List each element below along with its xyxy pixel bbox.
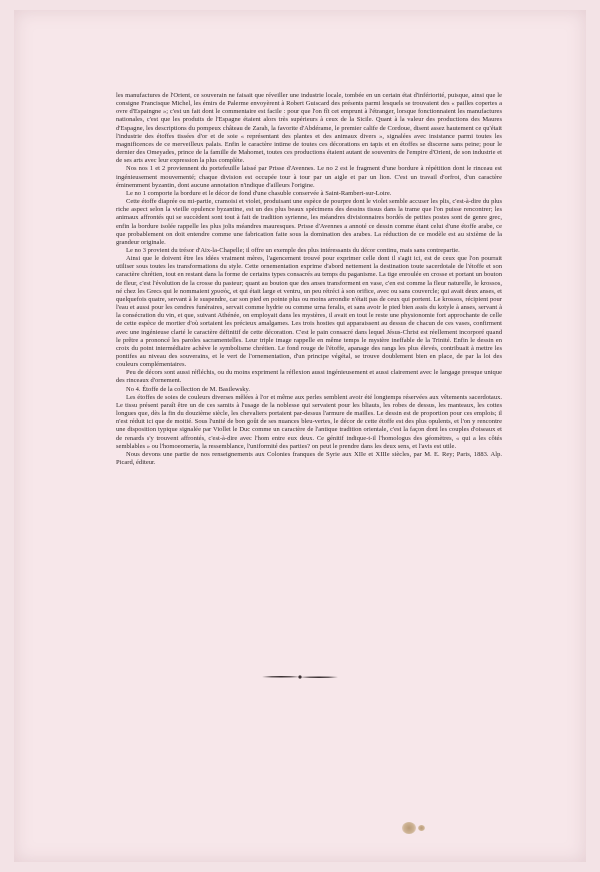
paragraph-6: Ainsi que le doivent être les idées vraiment mères, l'agencement trouvé pour exprimer celle dont il s'agit ici, est de ceux que l'on pourrait utiliser sous toutes les transformations du style. Cette ornementation exprime d'abord nettement la destination toute sacerdotale de l'étoffe et son caractère chrétien, tout en restant dans la forme de certains types consacrés au temps du paganisme. La tige enroulée en crosse et portant un bouton de fleur, c'est l'évolution de la crosse du pasteur; quant au bouton que des anses transforment en vase, c'en est comme la fleur naturelle, le krossos, né chez les Grecs qui le nommaient χρυσός, et qui était large et ventru, un peu rétréci à son orifice, avec ou sans couvercle; qui avait deux anses, et quelquefois quatre, servant à le suspendre, car son pied en pointe plus ou moins arrondie n'était pas de ceux qui portent. Le krossos, récipient pour l'eau et aussi pour les cendres funéraires, servait comme hydrie ou comme urna feralis, et sans avoir le pied bien assis du kotyle à anses, servant à la consécration du vin, et que, suivant Athénée, on employait dans les mystères, il avait en tout le reste une physionomie fort approchante de celle de cette espèce de mortier d'où sortaient les précieux amalgames. Les trois hosties qui apparaissent au dessus de chacun de ces vases, confirment avec une ingénieuse clarté le caractère définitif de cette décoration. C'est le pain consacré dans lequel Jésus-Christ est réellement incorporé quand le prêtre a prononcé les paroles sacramentelles. Leur triple image rappelle en même temps le mystère ineffable de la Trinité. Enfin le dessin en croix du point intermédiaire achève le symbolisme chrétien. Le fond rouge de l'étoffe, apanage des rangs les plus élevés, contribuait à mettre les pontifes au niveau des souverains, et le vert de l'ornementation, d'un principe végétal, se trouve doublement bien en place, de par la loi des couleurs complémentaires. (116, 255, 502, 369)
paragraph-7: Peu de décors sont aussi réfléchis, ou du moins expriment la réflexion aussi ingénieusement et aussi clairement avec le langage presque unique des rinceaux d'ornement. (116, 369, 502, 385)
foxing-stain (402, 822, 416, 834)
paragraph-1: les manufactures de l'Orient, ce souverain ne faisait que réveiller une industrie locale, tombée en un certain état d'infériorité, puisque, ainsi que le consigne Francisque Michel, les émirs de Palerme envoyèrent à Robert Guiscard des présents parmi lesquels se trouvaient des « pailles copertes a ovre d'Espaingne »; c'est un fait dont le commentaire est facile : pour que l'on fît cet emprunt à l'étranger, lorsque fonctionnaient les manufactures nationales, c'est que les produits de l'Espagne étaient alors très supérieurs à ceux de la Sicile. Quant à la valeur des productions des Maures d'Espagne, les descriptions du pompeux château de Zarah, la favorite d'Abdérame, le premier calife de Cordoue, disent assez hautement ce qu'était l'industrie des étoffes tissées d'or et de soie « représentant des plantes et des animaux divers », signalées avec insistance parmi toutes les magnificences de ce merveilleux palais. Enfin le caractère intime de toutes ces décorations en tapis et en étoffes se discerne sans peine; pour le dernier des Omeyades, prince de la famille de Mahomet, toutes ces productions étaient autant de souvenirs de l'empire d'Orient, de son industrie et de ses arts avec leur expression la plus complète. (116, 92, 502, 165)
paragraph-8: No 4. Étoffe de la collection de M. Basilewsky. (126, 385, 251, 393)
end-ornament (262, 674, 338, 680)
paragraph-9: Les étoffes de soies de couleurs diverses mêlées à l'or et même aux perles semblent avoir été longtemps réservées aux vêtements sacerdotaux. Le tissu présent paraît être un de ces samits à l'usage de la noblesse qui servaient pour les bliauts, les robes de dessus, les manteaux, les cottes longues que, dès la fin du douzième siècle, les chevaliers portaient par-dessus l'armure de mailles. Le dessin est de proportion pour ces emplois; il n'est réduit ici que de moitié. Sous l'unité de bon goût de ses nuances bleu-vertes, le décor de cette étoffe est des plus opulents, et l'on y rencontre une disposition typique signalée par Viollet le Duc comme un caractère de l'antique tradition orientale, c'est la façon dont les couples d'oiseaux et de renards s'y trouvent affrontés, c'est-à-dire avec l'hom entre eux deux. Ce génitif indique-t-il l'homologus des géomètres, « qui a les côtés semblables » ou l'homoeomeria, la ressemblance, l'uniformité des parties? on peut le prendre dans les deux sens, et l'avis est utile. (116, 393, 502, 450)
ornament-dot (298, 675, 301, 678)
paragraph-5: Le no 3 provient du trésor d'Aix-la-Chapelle; il offre un exemple des plus intéressants du décor continu, mais sans contrepartie. (126, 246, 460, 254)
foxing-stain-small (418, 825, 425, 831)
paragraph-2: Nos nos 1 et 2 proviennent du portefeuille laissé par Prisse d'Avennes. Le no 2 est le fragment d'une bordure à répétition dont le rinceau est ingénieusement mouvementé; chaque division est occupée tour à tour par un aigle et par un lion. C'est un travail d'orfroi, d'un caractère éminemment byzantin, dont aucune annotation n'indique d'ailleurs l'origine. (116, 165, 502, 189)
paragraph-10: Nous devons une partie de nos renseignements aux Colonies franques de Syrie aux XIIe et XIIIe siècles, par M. E. Rey; Paris, 1883. Alp. Picard, éditeur. (116, 450, 502, 467)
paragraph-4: Cette étoffe diaprée ou mi-partie, cramoisi et violet, produisant une espèce de pourpre dont le violet semble accuser les plis, c'est-à-dire du plus riche aspect selon la vieille opulence byzantine, est un des plus beaux spécimens des dessins tissus dans la trame que l'on puisse rencontrer; les animaux affrontés qui se succèdent sont tout à fait de tradition syrienne, les méandres divisionnaires bordés de petites postes sont de genre grec, enfin la bordure isolée rappelle les plus jolis méandres mauresques. Prisse d'Avennes a annoté ce dessin comme étant celui d'une étoffe arabe, ce que probablement on doit entendre comme une fabrication faite sous la domination des arabes. La réduction de ce modèle est au sixième de la grandeur originale. (116, 198, 502, 246)
paragraph-3: Le no 1 comporte la bordure et le décor de fond d'une chasuble conservée à Saint-Rambert-sur-Loire. (126, 189, 392, 197)
body-text (116, 92, 502, 467)
